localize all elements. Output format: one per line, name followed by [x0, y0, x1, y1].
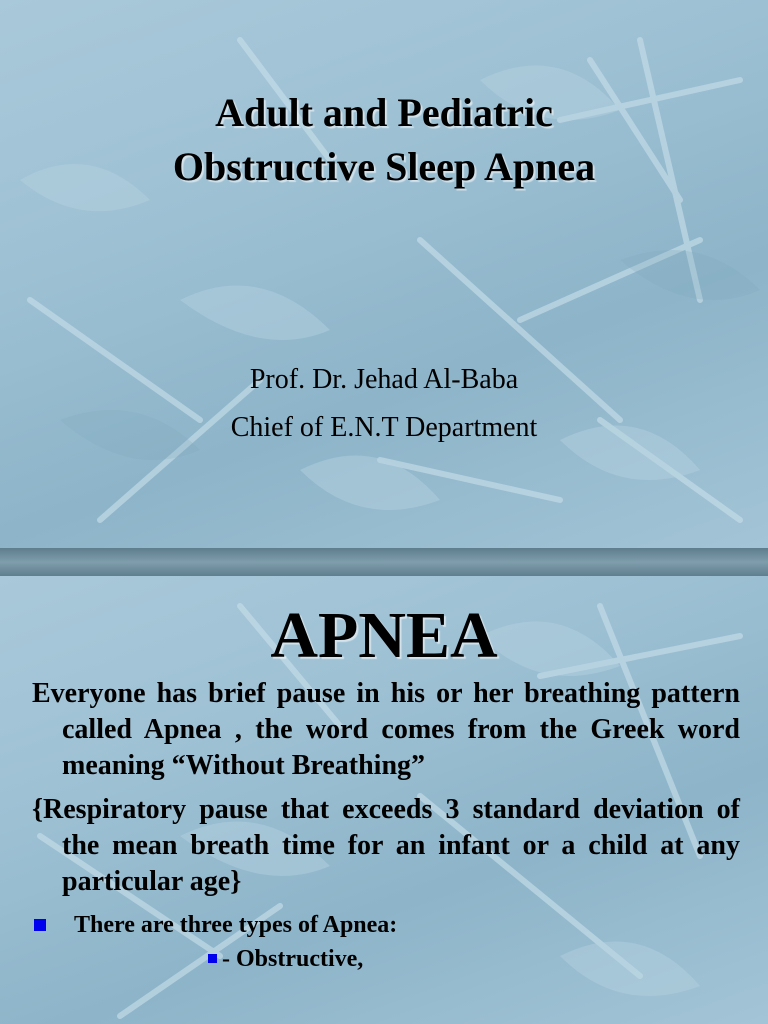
- sub-list-item: [32, 942, 740, 976]
- slide-divider: [0, 548, 768, 576]
- apnea-slide: [0, 576, 768, 1024]
- slide-heading: APNEA: [270, 599, 498, 672]
- definition-paragraph: Everyone has brief pause in his or her breathing pattern called Apnea , the word comes from the Greek word meaning “Without Breathing”: [32, 678, 740, 781]
- title-line-1: Adult and Pediatric: [215, 90, 553, 135]
- sub-bullet-text: - Obstructive,: [222, 946, 364, 972]
- slide-title: [0, 86, 768, 194]
- author-role: Chief of E.N.T Department: [230, 412, 538, 443]
- title-line-2: Obstructive Sleep Apnea: [172, 144, 596, 189]
- medical-definition-paragraph: {Respiratory pause that exceeds 3 standard deviation of the mean breath time for an infant or a child at any particular age}: [32, 794, 740, 897]
- square-bullet-icon: [34, 919, 46, 931]
- bullet-text: There are three types of Apnea:: [74, 912, 398, 938]
- author-name: Prof. Dr. Jehad Al-Baba: [249, 364, 519, 395]
- author-block: [0, 356, 768, 452]
- square-bullet-icon: [208, 954, 217, 963]
- slide-body: [32, 676, 740, 976]
- list-item: [32, 908, 740, 942]
